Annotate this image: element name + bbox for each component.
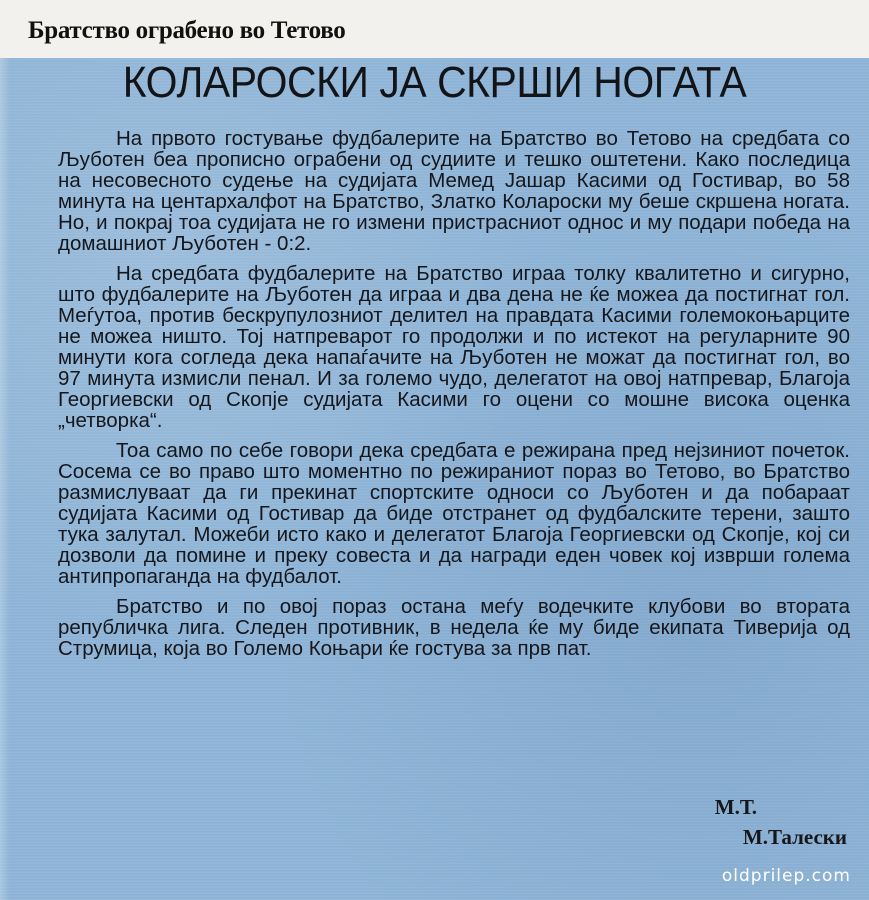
article-body (58, 128, 850, 668)
headline: КОЛАРОСКИ ЈА СКРШИ НОГАТА (122, 58, 747, 107)
kicker-line: Братство ограбено во Тетово (28, 17, 346, 44)
signature-initials: М.Т. (714, 795, 757, 819)
watermark-text: oldprilep.com (721, 866, 851, 886)
paragraph-4: Братство и по овој пораз остана меѓу водечките клубови во втората републичка лига. Следен противник, в недела ќе му биде екипата Тиверија од Струмица, која во Големо Коњари ќе гостува за прв пат. (58, 595, 850, 660)
signature-author: М.Талески (742, 825, 847, 849)
paragraph-2: На средбата фудбалерите на Братство играа толку квалитетно и сигурно, што фудбалерите на Љуботен да играа и два дена не ќе можеа да постигнат гол. Меѓутоа, против бескрупулозниот делител на правдата Касими големокоњарците не можеа ништо. Тој натпреварот го продолжи и по истекот на регуларните 90 минути кога согледа дека напаѓачите на Љуботен не можат да постигнат гол, во 97 минута измисли пенал. И за големо чудо, делегатот на овој натпревар, Благоја Георгиевски од Скопје судијата Касими го оцени со мошне висока оценка „четворка“. (58, 262, 850, 432)
paragraph-1: На првото гостување фудбалерите на Братство во Тетово на средбата со Љуботен беа прописно ограбени од судиите и тешко оштетени. Како последица на несовесното судење на судијата Мемед Јашар Касими од Гостивар, во 58 минута на центархалфот на Братство, Златко Коларoски му беше скршена ногата. Но, и покрај тоа судијата не го измени пристрасниот однос и му подари победа на домашниот Љуботен - 0:2. (58, 127, 850, 255)
paragraph-3: Тоа само по себе говори дека средбата е режирана пред нејзиниот почеток. Сосема се во право што моментно по режираниот пораз во Тетово, во Братство размислуваат да ги прекинат спортските односи со Љуботен и да побараат судијата Касими од Гостивар да биде отстранет од фудбалските терени, зашто тука залутал. Можеби исто како и делегатот Благоја Георгиевски од Скопје, кој си дозволи да помине и преку совеста и да награди еден човек кој изврши голема антипропаганда на фудбалот. (58, 439, 850, 588)
clipping-edge (0, 58, 10, 900)
